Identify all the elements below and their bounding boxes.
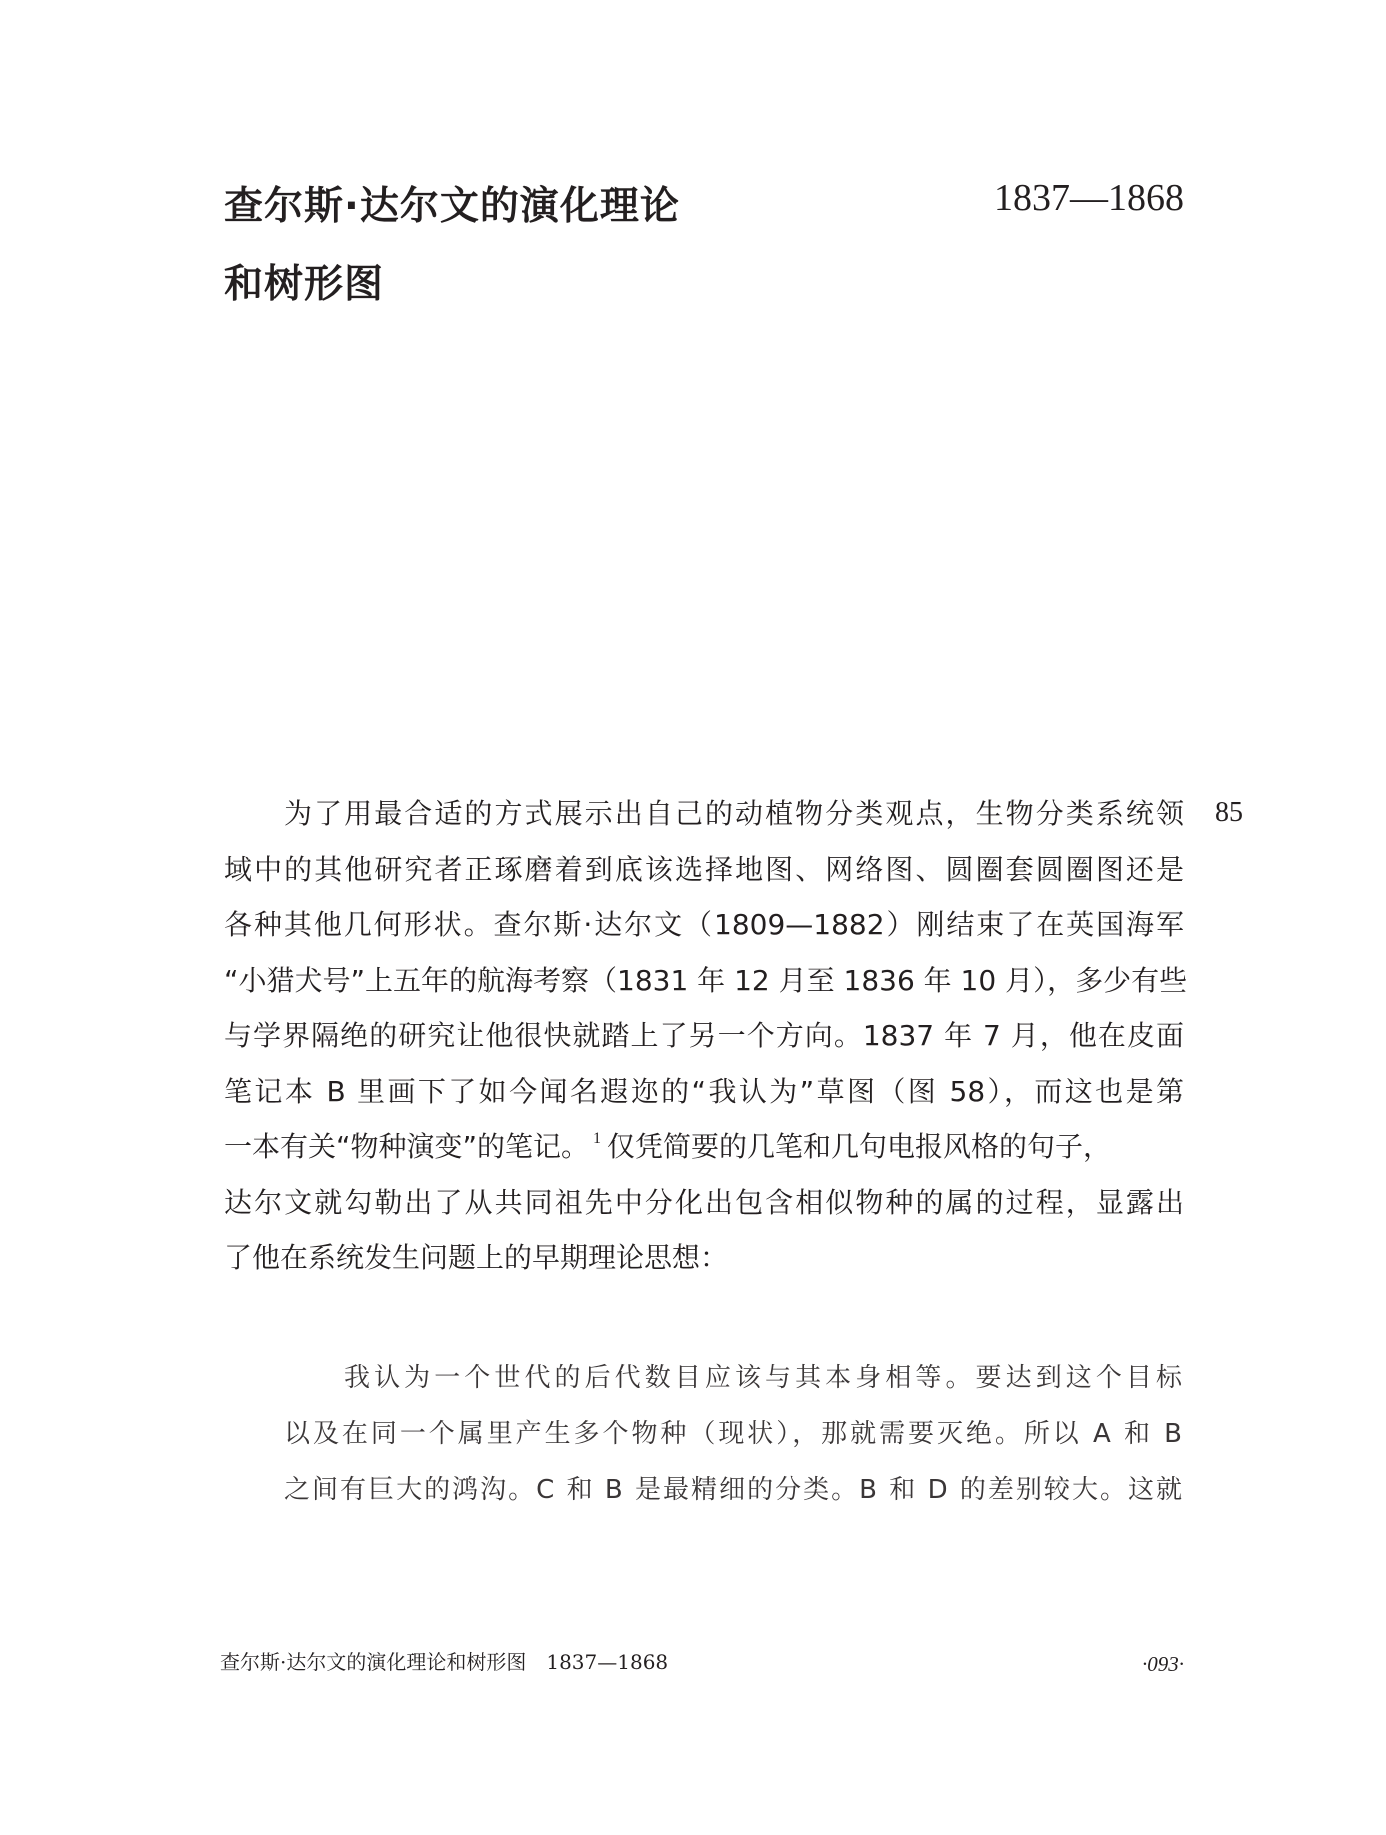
quote-line-1: 我认为一个世代的后代数目应该与其本身相等。要达到这个目标 (344, 1363, 1184, 1393)
footer-running-head: 查尔斯·达尔文的演化理论和树形图 1837—1868 (220, 1650, 669, 1674)
quote-line-3: 之间有巨大的鸿沟。C 和 B 是最精细的分类。B 和 D 的差别较大。这就 (284, 1475, 1184, 1505)
body-line-9: 了他在系统发生问题上的早期理论思想： (224, 1241, 729, 1274)
body-paragraph (224, 786, 1188, 1286)
body-line-7-end: 仅凭简要的几笔和几句电报风格的句子， (607, 1130, 1112, 1163)
body-line-3: 各种其他几何形状。查尔斯·达尔文（1809—1882）刚结束了在英国海军 (224, 908, 1184, 941)
body-line-2: 域中的其他研究者正琢磨着到底该选择地图、网络图、圆圈套圆圈图还是 (224, 852, 1184, 886)
body-line-7 (224, 1119, 1184, 1175)
body-line-8: 达尔文就勾勒出了从共同祖先中分化出包含相似物种的属的过程，显露出 (224, 1185, 1184, 1219)
block-quote (284, 1350, 1184, 1518)
chapter-title-line-1: 查尔斯·达尔文的演化理论 (224, 184, 680, 229)
footnote-marker[interactable]: 1 (593, 1130, 602, 1147)
body-line-1: 为了用最合适的方式展示出自己的动植物分类观点，生物分类系统领 (284, 797, 1184, 830)
body-line-4: “小猎犬号”上五年的航海考察（1831 年 12 月至 1836 年 10 月），多少有些 (224, 963, 1188, 997)
body-line-5: 与学界隔绝的研究让他很快就踏上了另一个方向。1837 年 7 月，他在皮面 (224, 1019, 1184, 1052)
quote-line-2: 以及在同一个属里产生多个物种（现状），那就需要灭绝。所以 A 和 B (284, 1419, 1184, 1449)
chapter-title (224, 168, 680, 324)
marginal-page-number: 85 (1215, 797, 1243, 828)
chapter-title-line-2: 和树形图 (224, 262, 385, 307)
footer-page-number: ·093· (1142, 1652, 1184, 1676)
body-line-7-start: 一本有关“物种演变”的笔记。 (224, 1130, 590, 1163)
body-line-6: 笔记本 B 里画下了如今闻名遐迩的“我认为”草图（图 58），而这也是第 (224, 1074, 1184, 1108)
chapter-years: 1837—1868 (994, 177, 1184, 219)
